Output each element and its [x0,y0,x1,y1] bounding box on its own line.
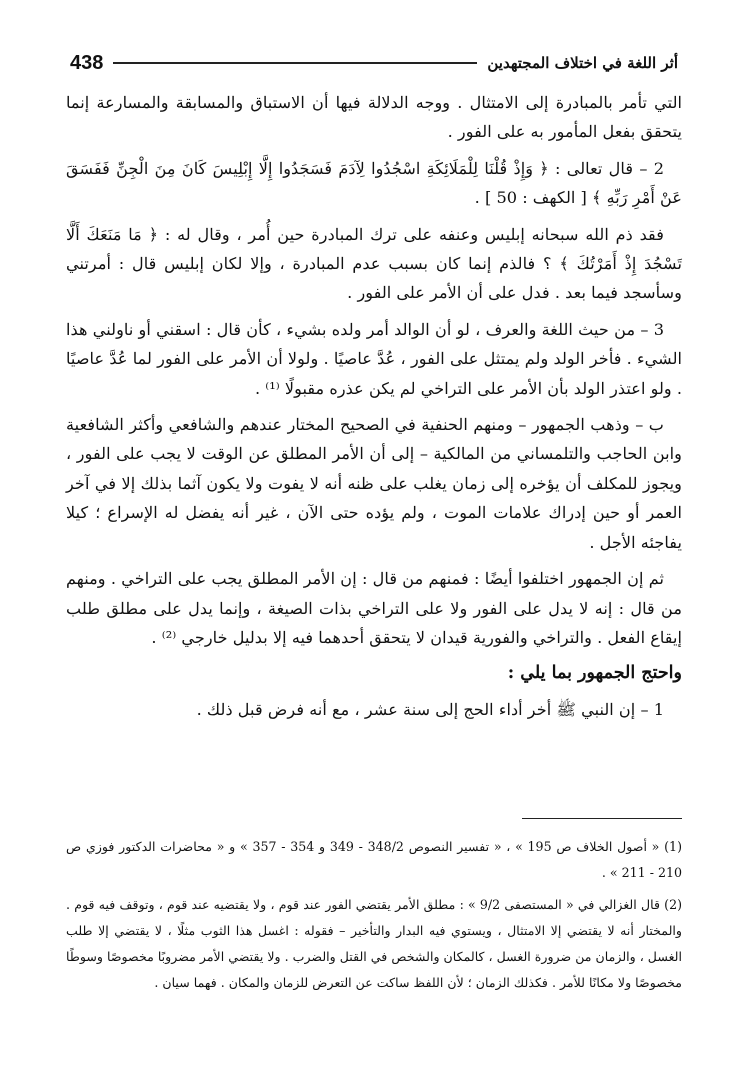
footnote: (1) « أصول الخلاف ص 195 » ، « تفسير النصوص 348/2 - 349 و 354 - 357 » و « محاضرات الدكتور فوزي ص 210 - 211 » . [66,839,682,880]
paragraph: ثم إن الجمهور اختلفوا أيضًا : فمنهم من قال : إن الأمر المطلق يجب على التراخي . ومنهم من قال : إنه لا يدل على الفور ولا على التراخي بذات الصيغة ، وإنما يدل على مطلق طلب إيقاع الفعل . والتراخي والفورية قيدان لا يتحقق أحدهما فيه إلا بدليل خارجي ⁽²⁾ . [66,569,682,647]
footnote: (2) قال الغزالي في « المستصفى 9/2 » : مطلق الأمر يقتضي الفور عند قوم ، ولا يقتضيه عند قوم ، وتوقف فيه قوم . والمختار أنه لا يقتضي إلا الامتثال ، ويستوي فيه البدار والتأخير – فقوله : اغسل هذا الثوب مثلًا ، لا يقتضي إلا طلب الغسل ، والزمان من ضرورة الغسل ، كالمكان والشخص في القتل والضرب . ولا يقتضي الأمر مضروبًا مخصوصًا وسوطًا مخصوصًا ولا مكانًا للأمر . فكذلك الزمان ؛ لأن اللفظ ساكت عن التعرض للزمان والمكان . فهما سيان . [65,897,682,990]
footnote-rule [522,818,682,819]
paragraph: فقد ذم الله سبحانه إبليس وعنفه على ترك المبادرة حين أُمر ، وقال له : ﴿ مَا مَنَعَكَ أَلَّا تَسْجُدَ إِذْ أَمَرْتُكَ ﴾ ؟ فالذم إنما كان بسبب عدم المبادرة ، وإلا لكان إبليس قال : أمرتني وسأسجد فيما بعد . فدل على أن الأمر على الفور . [66,224,682,303]
footnotes [66,834,682,1002]
paragraph: 1 – إن النبي ﷺ أخر أداء الحج إلى سنة عشر ، مع أنه فرض قبل ذلك . [196,699,664,719]
paragraph: 2 – قال تعالى : ﴿ وَإِذْ قُلْنَا لِلْمَلَائِكَةِ اسْجُدُوا لِآدَمَ فَسَجَدُوا إِلَّا إِبْلِيسَ كَانَ مِنَ الْجِنِّ فَفَسَقَ عَنْ أَمْرِ رَبِّهِ ﴾ [ الكهف : 50 ] . [66,158,682,208]
running-title: أثر اللغة في اختلاف المجتهدين [487,54,678,72]
page-header [70,50,678,76]
page-number: 438 [70,51,104,74]
main-text [66,88,682,731]
section-heading: واحتج الجمهور بما يلي : [507,663,682,684]
paragraph: 3 – من حيث اللغة والعرف ، لو أن الوالد أمر ولده بشيء ، كأن قال : اسقني أو ناولني هذا الشيء . فأخر الولد ولم يمتثل على الفور ، عُدَّ عاصيًا . ولولا أن الأمر على الفور لما عُدَّ عاصيًا . ولو اعتذر الولد بأن الأمر على التراخي لم يكن عذره مقبولًا ⁽¹⁾ . [66,319,682,398]
header-rule [113,62,477,64]
paragraph: ب – وذهب الجمهور – ومنهم الحنفية في الصحيح المختار عندهم والشافعي وأكثر الشافعية وابن الحاجب والتلمساني من المالكية – إلى أن الأمر المطلق عن الوقت لا يجب على الفور ، ويجوز للمكلف أن يؤخره إلى زمان يغلب على ظنه أنه لا يفوت ولا يكون آثما بذلك إلا في آخر العمر أو حين إدراك علامات الموت ، ولم يؤده حتى الآن ، غير أنه يفضل له الإسراع ؛ كيلا يفاجئه الأجل . [66,415,682,552]
paragraph: التي تأمر بالمبادرة إلى الامتثال . ووجه الدلالة فيها أن الاستباق والمسابقة والمسارعة إنما يتحقق بفعل المأمور به على الفور . [66,93,682,142]
